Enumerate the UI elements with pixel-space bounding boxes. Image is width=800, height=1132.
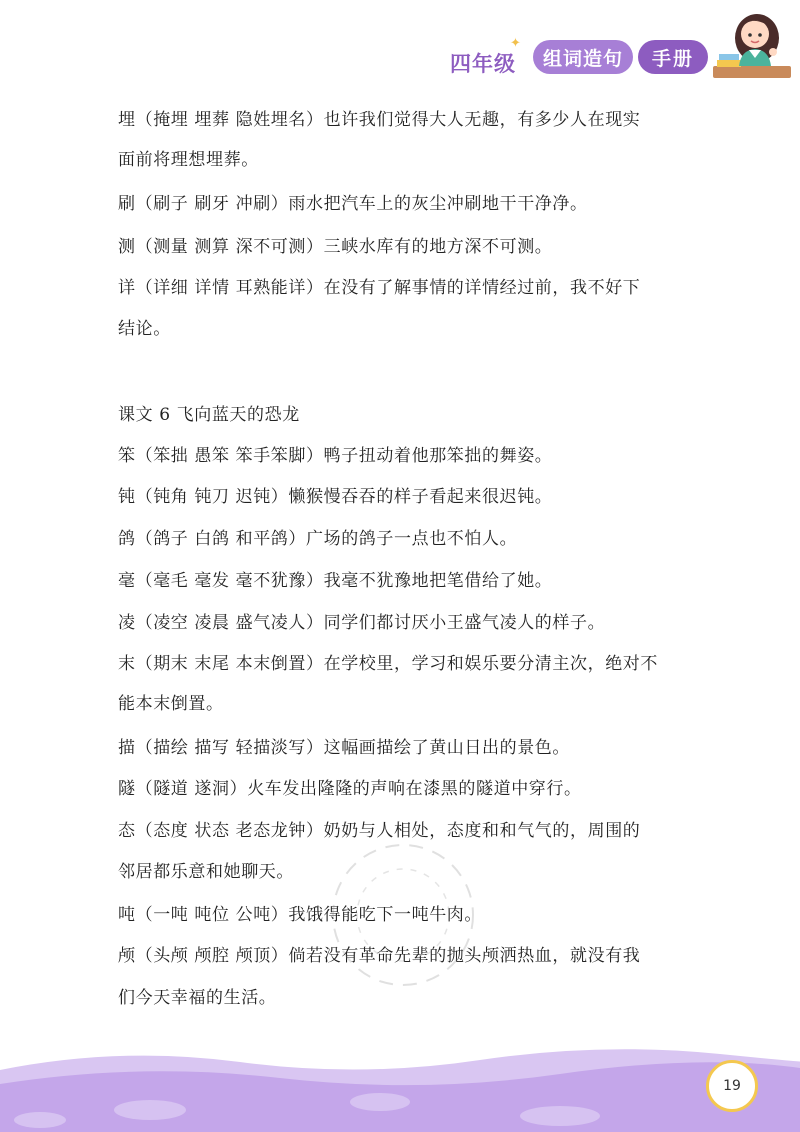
text-line: 邻居都乐意和她聊天。 — [118, 862, 294, 882]
text-line: 鸽（鸽子 白鸽 和平鸽）广场的鸽子一点也不怕人。 — [118, 529, 518, 549]
text-line: 结论。 — [118, 319, 171, 339]
text-line: 吨（一吨 吨位 公吨）我饿得能吃下一吨牛肉。 — [118, 905, 483, 925]
text-line: 详（详细 详情 耳熟能详）在没有了解事情的详情经过前，我不好下 — [118, 278, 641, 298]
section-heading: 课文 6 飞向蓝天的恐龙 — [118, 405, 300, 425]
book-title-part1: 组词造句 — [533, 40, 633, 74]
text-line: 们今天幸福的生活。 — [118, 988, 277, 1008]
text-line: 凌（凌空 凌晨 盛气凌人）同学们都讨厌小王盛气凌人的样子。 — [118, 613, 606, 633]
text-line: 面前将理想埋葬。 — [118, 150, 259, 170]
watermark-stamp-icon — [318, 830, 488, 1000]
text-line: 笨（笨拙 愚笨 笨手笨脚）鸭子扭动着他那笨拙的舞姿。 — [118, 446, 553, 466]
grade-label: 四年级 — [450, 52, 516, 76]
text-line: 能本末倒置。 — [118, 694, 224, 714]
page-header — [0, 0, 800, 90]
text-line: 态（态度 状态 老态龙钟）奶奶与人相处，态度和和气气的，周围的 — [118, 821, 641, 841]
text-line: 隧（隧道 遂洞）火车发出隆隆的声响在漆黑的隧道中穿行。 — [118, 779, 582, 799]
page-number: 19 — [706, 1060, 758, 1112]
text-line: 钝（钝角 钝刀 迟钝）懒猴慢吞吞的样子看起来很迟钝。 — [118, 487, 553, 507]
text-line: 测（测量 测算 深不可测）三峡水库有的地方深不可测。 — [118, 237, 553, 257]
footer-wave-decoration — [0, 1040, 800, 1132]
text-line: 埋（掩埋 埋葬 隐姓埋名）也许我们觉得大人无趣，有多少人在现实 — [118, 110, 641, 130]
text-line: 刷（刷子 刷牙 冲刷）雨水把汽车上的灰尘冲刷地干干净净。 — [118, 194, 588, 214]
sparkle-icon: ✦ — [510, 36, 521, 51]
girl-illustration-icon — [705, 8, 795, 86]
text-line: 描（描绘 描写 轻描淡写）这幅画描绘了黄山日出的景色。 — [118, 738, 571, 758]
text-line: 末（期末 末尾 本末倒置）在学校里，学习和娱乐要分清主次，绝对不 — [118, 654, 659, 674]
text-line: 颅（头颅 颅腔 颅顶）倘若没有革命先辈的抛头颅洒热血，就没有我 — [118, 946, 641, 966]
text-line: 毫（毫毛 毫发 毫不犹豫）我毫不犹豫地把笔借给了她。 — [118, 571, 553, 591]
book-title-part2: 手册 — [638, 40, 708, 74]
